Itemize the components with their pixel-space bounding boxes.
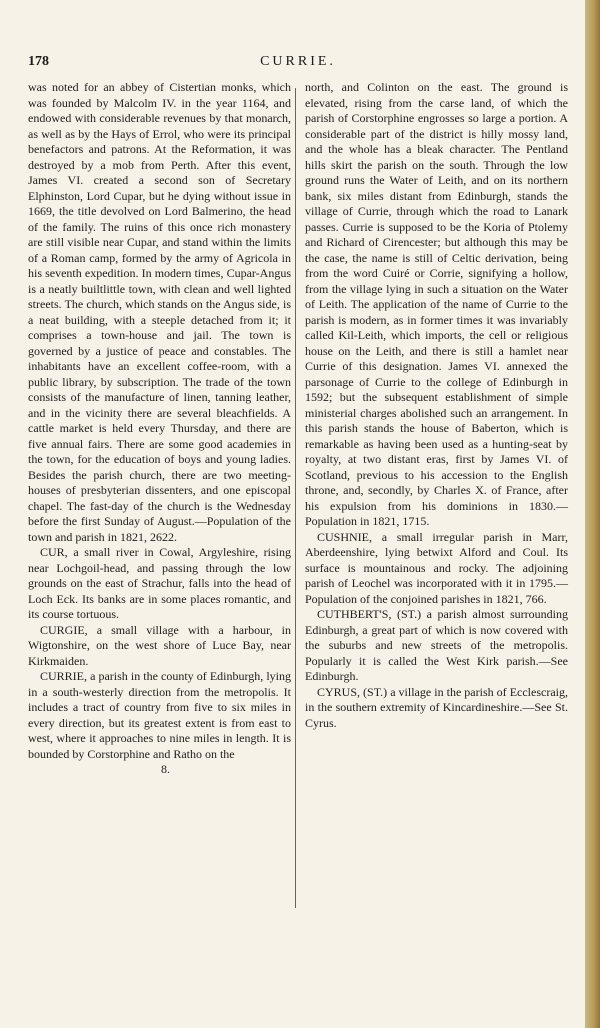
entry-cupar-angus-continued: was noted for an abbey of Cistertian monks, which was founded by Malcolm IV. in the year 1164, and endowed with considerable revenues by that monarch, as well as by the Hays of Errol, who were its principal benefactors and patrons. At the Reformation, it was destroyed by a mob from Perth. After this event, James VI. created a second son of Secretary Elphinston, Lord Cupar, but he dying without issue in 1669, the title devolved on Lord Balmerino, the head of the family. The ruins of this once rich monastery are still visible near Cupar, and stand within the limits of a Roman camp, formed by the army of Agricola in his seventh expedition. In modern times, Cupar-Angus is a neatly builtlittle town, with clean and well lighted streets. The church, which stands on the Angus side, is a neat building, with a steeple detached from it; it comprises a town-house and jail. The town is governed by a justice of peace and constables. The inhabitants have an excellent coffee-room, with a public library, by subscription. The trade of the town consists of the manufacture of linen, tanning leather, and in the vicinity there are several bleachfields. A cattle market is held every Thursday, and there are five annual fairs. There are some good academies in the town, for the education of boys and young ladies. Besides the parish church, there are two meeting-houses of presbyterian dissenters, and one episcopal chapel. The fast-day of the church is the Wednesday before the first Sunday of August.—Population of the town and parish in 1821, 2622. [28,80,291,544]
page-header [28,54,568,72]
entry-curgie: CURGIE, a small village with a harbour, in Wigtonshire, on the west shore of Luce Bay, near Kirkmaiden. [28,622,291,668]
signature-mark: 8. [161,762,170,776]
entry-cyrus: CYRUS, (ST.) a village in the parish of Ecclescraig, in the southern extremity of Kincardineshire.—See St. Cyrus. [305,684,568,730]
page-number: 178 [28,54,49,69]
left-column [28,80,291,778]
entry-currie: CURRIE, a parish in the county of Edinburgh, lying in a south-westerly direction from the metropolis. It includes a tract of country from five to six miles in every direction, but its greatest extent is from east to west, where it approaches to nine miles in length. It is bounded by Corstorphine and Ratho on the [28,669,291,761]
page-edge [585,0,600,1028]
right-column [305,80,568,731]
entry-cushnie: CUSHNIE, a small irregular parish in Marr, Aberdeenshire, lying betwixt Alford and Coul. Its surface is mountainous and rocky. The adjoining parish of Leochel was incorporated with it in 1795.—Population of the conjoined parishes in 1821, 766. [305,529,568,606]
entry-currie-continued: north, and Colinton on the east. The ground is elevated, rising from the carse land, of which the parish of Corstorphine engrosses so large a portion. A considerable part of the district is hilly mossy land, and the whole has a bleak character. The Pentland hills skirt the parish on the south. Through the low ground runs the Water of Leith, and on its northern bank, six miles distant from Edinburgh, stands the village of Currie, through which the road to Lanark passes. Currie is supposed to be the Koria of Ptolemy and Richard of Cirencester; but although this may be the case, the name is still of Celtic derivation, being from the word Cuiré or Corrie, signifying a hollow, from the village lying in such a situation on the Water of Leith. The application of the name of Currie to the parish is modern, as in former times it was invariably called Kil-Leith, which imports, the cell or religious house on the Leith, and there is still a hamlet near Currie of this designation. James VI. annexed the parsonage of Currie to the college of Edinburgh in 1592; but the subsequent establishment of simple ministerial charges abolished such an arrangement. In this parish stands the house of Baberton, which is remarkable as having been used as a hunting-seat by royalty, at two distant eras, first by James VI. of Scotland, previous to his accession to the English throne, and, secondly, by Charles X. of France, after his expulsion from his dominions in 1830.—Population in 1821, 1715. [305,80,568,528]
running-head: CURRIE. [260,54,336,69]
entry-cuthberts: CUTHBERT'S, (ST.) a parish almost surrounding Edinburgh, a great part of which is now covered with the suburbs and new streets of the metropolis. Popularly it is called the West Kirk parish.—See Edinburgh. [305,607,568,683]
column-divider [295,88,296,908]
entry-cur: CUR, a small river in Cowal, Argyleshire, rising near Lochgoil-head, and passing through the low grounds on the east of Strachur, falls into the head of Loch Eck. Its banks are in some places romantic, and its course tortuous. [28,545,291,621]
